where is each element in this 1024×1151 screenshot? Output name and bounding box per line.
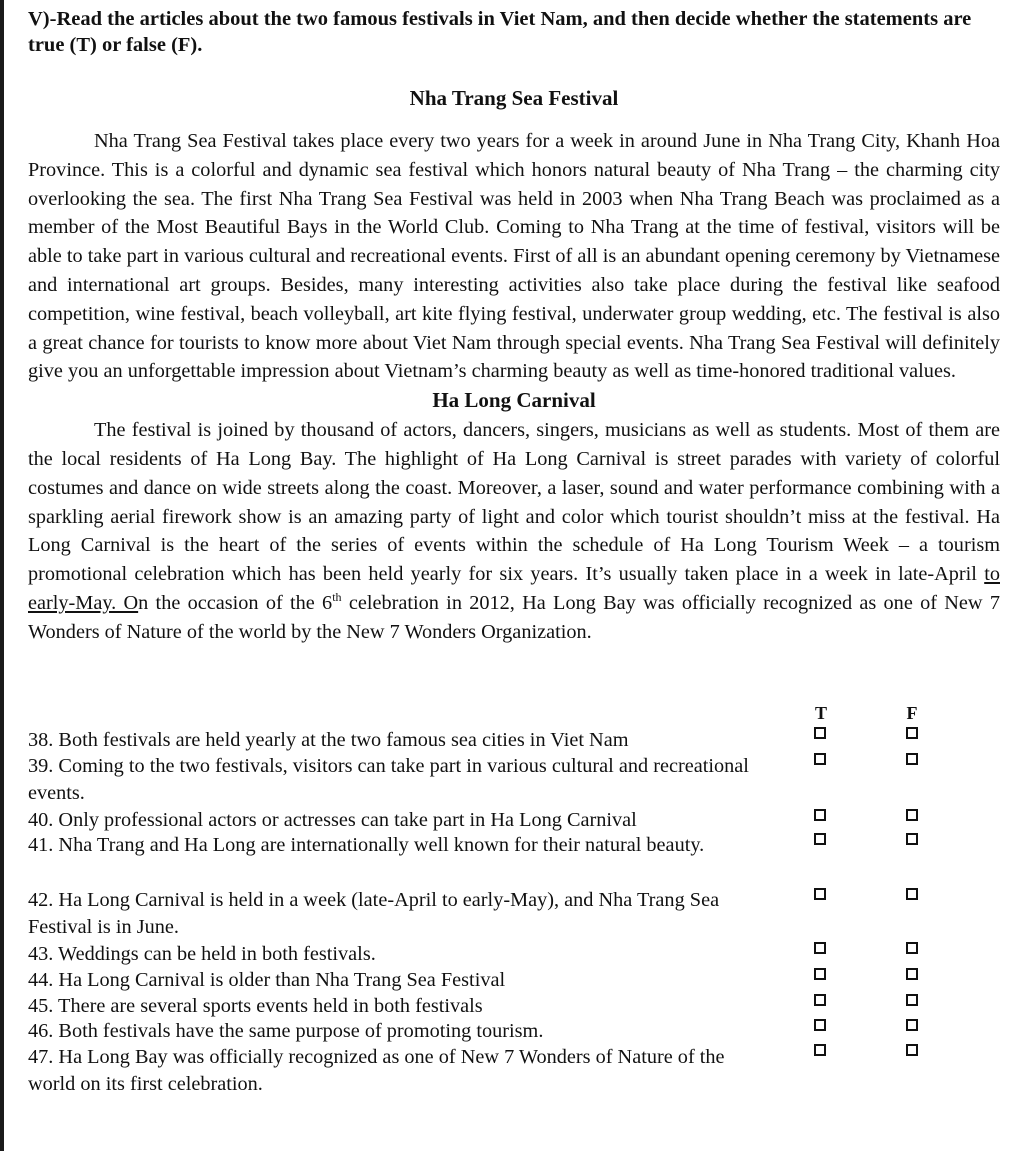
checkbox-44-true[interactable] — [814, 968, 826, 980]
article-2-body-end: celebration in 2012, Ha Long Bay was officially recognized as one of New 7 Wonders of Nature of the world by the New 7 Wonders Organization. — [28, 591, 1000, 643]
checkbox-40-false[interactable] — [906, 809, 918, 821]
article-1-title: Nha Trang Sea Festival — [409, 86, 619, 110]
article-2-title: Ha Long Carnival — [432, 388, 596, 413]
checkbox-41-true[interactable] — [814, 833, 826, 845]
question-39: 39. Coming to the two festivals, visitors can take part in various cultural and recreational events. — [28, 755, 749, 804]
checkbox-45-true[interactable] — [814, 994, 826, 1006]
question-44: 44. Ha Long Carnival is older than Nha Trang Sea Festival — [28, 969, 506, 991]
worksheet — [28, 6, 1000, 647]
article-2-body — [28, 416, 1000, 646]
checkbox-46-false[interactable] — [906, 1019, 918, 1031]
checkbox-47-false[interactable] — [906, 1044, 918, 1056]
article-2-body-mid: n the occasion of the 6 — [138, 591, 333, 614]
article-2-body-start: The festival is joined by thousand of actors, dancers, singers, musicians as well as students. Most of them are the local residents of Ha Long Bay. The highlight of Ha Long Carnival is street parades with variety of colorful costumes and dance on wide streets along the coast. Moreover, a laser, sound and water performance combining with a sparkling aerial firework show is an amazing party of light and color which tourist shouldn’t miss at the festival. Ha Long Carnival is the heart of the series of events within the schedule of Ha Long Tourism Week – a tourism promotional celebration which has been held yearly for six years. It’s usually taken place in a week in late-April — [28, 419, 1000, 586]
instruction: V)-Read the articles about the two famous festivals in Viet Nam, and then decide whether the statements are true (T) or false (F). — [28, 8, 972, 56]
checkbox-43-false[interactable] — [906, 942, 918, 954]
page-edge-rule — [0, 0, 4, 1151]
checkbox-39-false[interactable] — [906, 753, 918, 765]
true-false-section — [28, 703, 1000, 1133]
question-45: 45. There are several sports events held in both festivals — [28, 995, 483, 1017]
question-43: 43. Weddings can be held in both festivals. — [28, 943, 376, 965]
checkbox-38-false[interactable] — [906, 727, 918, 739]
checkbox-42-true[interactable] — [814, 888, 826, 900]
checkbox-42-false[interactable] — [906, 888, 918, 900]
checkbox-43-true[interactable] — [814, 942, 826, 954]
false-column-header: F — [906, 703, 918, 723]
article-2-superscript: th — [332, 590, 342, 605]
checkbox-40-true[interactable] — [814, 809, 826, 821]
true-column-header: T — [814, 703, 827, 723]
checkbox-41-false[interactable] — [906, 833, 918, 845]
checkbox-46-true[interactable] — [814, 1019, 826, 1031]
checkbox-45-false[interactable] — [906, 994, 918, 1006]
question-47: 47. Ha Long Bay was officially recognized as one of New 7 Wonders of Nature of the world on its first celebration. — [28, 1046, 725, 1095]
question-41: 41. Nha Trang and Ha Long are internationally well known for their natural beauty. — [28, 834, 705, 856]
article-1-body: Nha Trang Sea Festival takes place every two years for a week in around June in Nha Trang City, Khanh Hoa Province. This is a colorful and dynamic sea festival which honors natural beauty of Nha Trang – the charming city overlooking the sea. The first Nha Trang Sea Festival was held in 2003 when Nha Trang Beach was proclaimed as a member of the Most Beautiful Bays in the World Club. Coming to Nha Trang at the time of festival, visitors will be able to take part in various cultural and recreational events. First of all is an abundant opening ceremony by Vietnamese and international art groups. Besides, many interesting activities also take place during the festival like seafood competition, wine festival, beach volleyball, art kite flying festival, underwater group wedding, etc. The festival is also a great chance for tourists to know more about Viet Nam through special events. Nha Trang Sea Festival will definitely give you an unforgettable impression about Vietnam’s charming beauty as well as time-honored traditional values. — [28, 130, 1000, 383]
question-42: 42. Ha Long Carnival is held in a week (late-April to early-May), and Nha Trang Sea Festival is in June. — [28, 889, 720, 938]
checkbox-47-true[interactable] — [814, 1044, 826, 1056]
question-38: 38. Both festivals are held yearly at the two famous sea cities in Viet Nam — [28, 729, 629, 751]
article-2-underlined-text: to early-May. O — [28, 563, 1000, 614]
checkbox-39-true[interactable] — [814, 753, 826, 765]
checkbox-38-true[interactable] — [814, 727, 826, 739]
checkbox-44-false[interactable] — [906, 968, 918, 980]
question-46: 46. Both festivals have the same purpose of promoting tourism. — [28, 1020, 544, 1042]
question-40: 40. Only professional actors or actresses can take part in Ha Long Carnival — [28, 809, 637, 831]
